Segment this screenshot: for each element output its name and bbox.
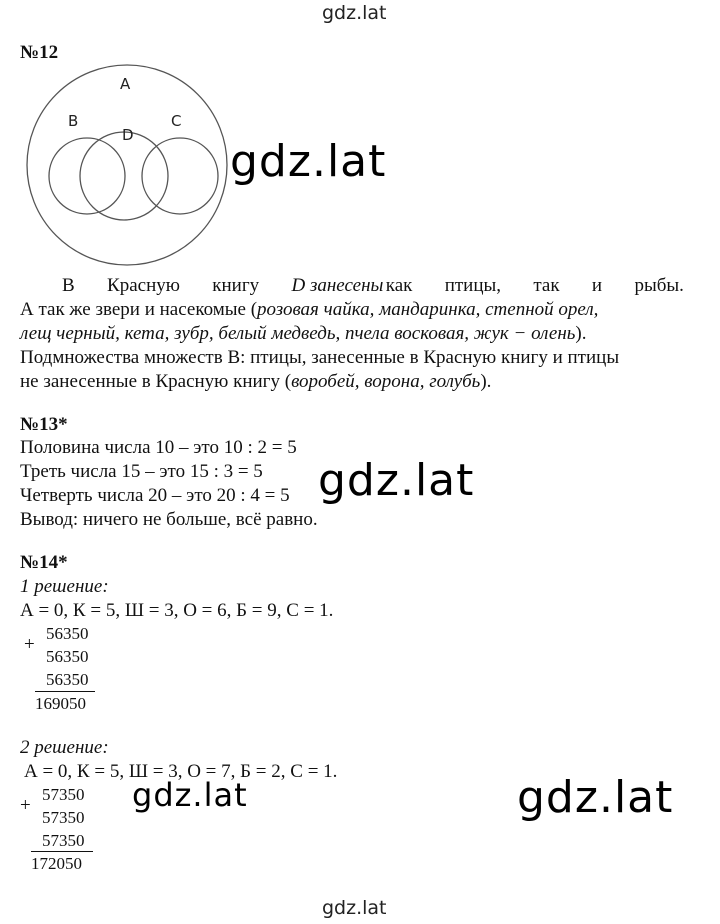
plus-sign: + (20, 795, 31, 816)
sum-line (35, 691, 95, 692)
addend: 56350 (46, 670, 89, 689)
addend: 57350 (42, 785, 85, 804)
task12-line-4: Подмножества множеств В: птицы, занесенные в Красную книгу и птицы (20, 347, 620, 368)
venn-circle-b (49, 138, 125, 214)
venn-label-b: B (68, 112, 79, 130)
solution2-mapping: А = 0, К = 5, Ш = 3, О = 7, Б = 2, С = 1. (24, 761, 338, 782)
venn-circle-a (27, 65, 227, 265)
task13-line: Треть числа 15 – это 15 : 3 = 5 (20, 461, 263, 482)
solution1-mapping: А = 0, К = 5, Ш = 3, О = 6, Б = 9, С = 1. (20, 600, 334, 621)
watermark-bottom: gdz.lat (322, 897, 387, 919)
venn-label-d: D (122, 126, 134, 144)
sum-line (31, 851, 93, 852)
solution1-title: 1 решение: (20, 576, 109, 597)
plus-sign: + (24, 634, 35, 655)
task13-line: Четверть числа 20 – это 20 : 4 = 5 (20, 485, 290, 506)
watermark-top: gdz.lat (322, 2, 387, 24)
task12-line-2: А так же звери и насекомые (розовая чайка, мандаринка, степной орел, (20, 299, 599, 320)
solution2-title: 2 решение: (20, 737, 109, 758)
addend: 56350 (46, 624, 89, 643)
venn-circle-c (142, 138, 218, 214)
task12-line-3: лещ черный, кета, зубр, белый медведь, пчела восковая, жук − олень). (20, 323, 587, 344)
watermark-1: gdz.lat (230, 136, 387, 187)
sum: 169050 (35, 694, 86, 713)
task12-heading: №12 (20, 42, 59, 63)
task13-line: Половина числа 10 – это 10 : 2 = 5 (20, 437, 297, 458)
task12-line-1: В Красную книгу D занесены как птицы, так и рыбы. (62, 275, 684, 296)
task12-line-5: не занесенные в Красную книгу (воробей, ворона, голубь). (20, 371, 492, 392)
venn-label-a: A (120, 75, 131, 93)
task13-heading: №13* (20, 414, 68, 435)
addend: 57350 (42, 808, 85, 827)
addend: 56350 (46, 647, 89, 666)
sum: 172050 (31, 854, 82, 873)
task14-heading: №14* (20, 552, 68, 573)
venn-circle-d (80, 132, 168, 220)
task13-conclusion: Вывод: ничего не больше, всё равно. (20, 509, 318, 530)
watermark-4: gdz.lat (517, 772, 674, 823)
watermark-2: gdz.lat (318, 455, 475, 506)
venn-diagram (20, 62, 260, 272)
addend: 57350 (42, 831, 85, 850)
venn-label-c: C (171, 112, 182, 130)
watermark-3: gdz.lat (132, 776, 248, 814)
